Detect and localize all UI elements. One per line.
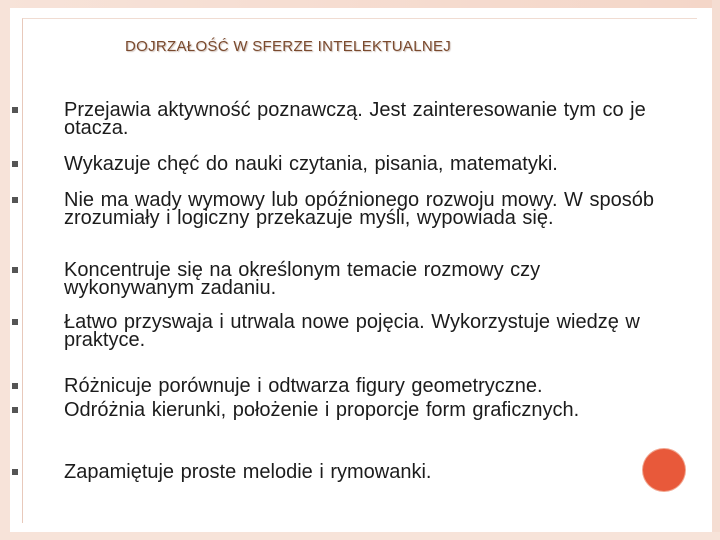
bullet-text: Wykazuje chęć do nauki czytania, pisania, matematyki.: [64, 153, 558, 175]
bullet-marker-icon: [12, 407, 18, 413]
bullet-text: Koncentruje się na określonym temacie rozmowy czy wykonywanym zadaniu.: [64, 259, 541, 299]
bullet-item: [64, 155, 664, 173]
slide-frame-right: [712, 0, 720, 540]
bullet-item: [64, 377, 664, 395]
bullet-text: Łatwo przyswaja i utrwala nowe pojęcia. Wykorzystuje wiedzę w praktyce.: [64, 311, 640, 351]
bullet-marker-icon: [12, 319, 18, 325]
slide-frame-bottom: [0, 532, 720, 540]
decorative-circle: [643, 449, 685, 491]
bullet-marker-icon: [12, 383, 18, 389]
bullet-marker-icon: [12, 161, 18, 167]
bullet-text: Zapamiętuje proste melodie i rymowanki.: [64, 461, 432, 483]
bullet-item: [64, 401, 664, 419]
bullet-text: Nie ma wady wymowy lub opóźnionego rozwoju mowy. W sposób zrozumiały i logiczny przekazuje myśli, wypowiada się.: [64, 189, 654, 229]
bullet-item: [64, 101, 664, 137]
bullet-text: Przejawia aktywność poznawczą. Jest zainteresowanie tym co je otacza.: [64, 99, 646, 139]
slide-frame-left: [0, 0, 10, 540]
slide-frame-top: [0, 0, 720, 8]
bullet-text: Odróżnia kierunki, położenie i proporcje form graficznych.: [64, 399, 580, 421]
bullet-marker-icon: [12, 469, 18, 475]
bullet-item: [64, 261, 664, 297]
slide-title: DOJRZAŁOŚĆ W SFERZE INTELEKTUALNEJ: [125, 38, 452, 55]
bullet-item: [64, 191, 664, 227]
bullet-marker-icon: [12, 197, 18, 203]
bullet-marker-icon: [12, 107, 18, 113]
bullet-item: [64, 313, 664, 349]
bullet-marker-icon: [12, 267, 18, 273]
bullet-item: [64, 463, 664, 481]
bullet-text: Różnicuje porównuje i odtwarza figury geometryczne.: [64, 375, 543, 397]
